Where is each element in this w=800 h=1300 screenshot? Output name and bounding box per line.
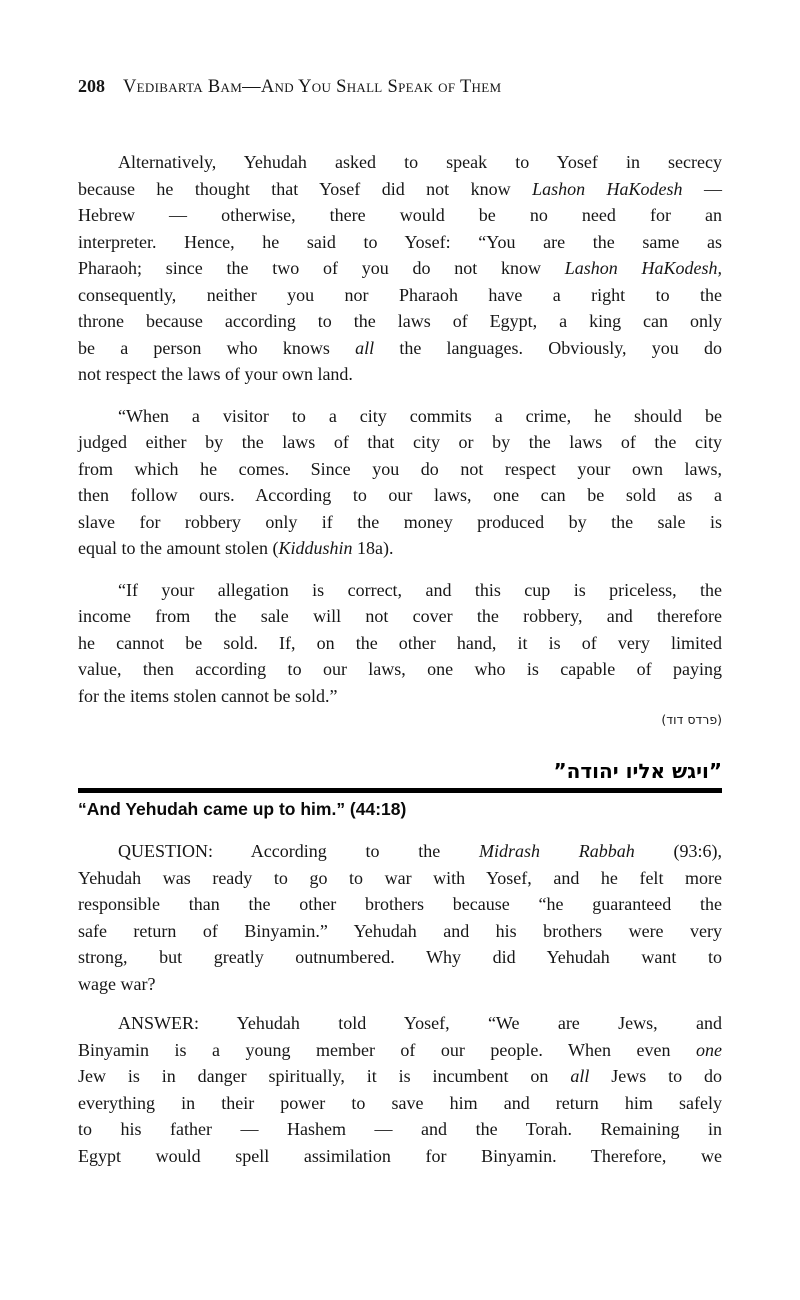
text-run: to his father — Hashem — and the Torah. Remaining in	[78, 1119, 722, 1139]
text-run: equal to the amount stolen (	[78, 538, 279, 558]
verse-translation: “And Yehudah came up to him.” (44:18)	[78, 799, 407, 819]
text-line	[78, 308, 722, 335]
text-run: Hebrew — otherwise, there would be no need for an	[78, 205, 722, 225]
text-line	[78, 683, 722, 710]
text-run: for the items stolen cannot be sold.”	[78, 685, 338, 706]
text-run: responsible than the other brothers because “he guaranteed the	[78, 894, 722, 914]
text-run: be a person who knows	[78, 337, 356, 358]
running-header	[78, 76, 722, 98]
text-line	[78, 282, 722, 309]
text-line	[78, 918, 722, 945]
text-run: value, then according to our laws, one who is capable of paying	[78, 659, 722, 679]
text-line	[78, 1116, 722, 1143]
text-run: interpreter. Hence, he said to Yosef: “You are the same as	[78, 231, 722, 252]
text-line	[78, 838, 722, 865]
divider-rule	[78, 788, 722, 793]
text-run: consequently, neither you nor Pharaoh have a right to the	[78, 284, 722, 305]
italic-text-run: Kiddushin	[278, 538, 353, 558]
text-run: Jew is in danger spiritually, it is incumbent on	[78, 1066, 571, 1086]
italic-text-run: all	[570, 1066, 590, 1086]
page-body	[78, 149, 722, 1169]
text-line	[78, 1090, 722, 1117]
text-line	[78, 429, 722, 456]
text-line	[78, 1037, 722, 1064]
text-run: ANSWER: Yehudah told Yosef, “We are Jews, and	[118, 1013, 722, 1033]
text-run: QUESTION: According to the	[118, 841, 479, 861]
paragraph	[78, 838, 722, 997]
source-citation: (פרדס דוד)	[661, 712, 722, 727]
text-line	[78, 1063, 722, 1090]
text-line	[78, 944, 722, 971]
text-line	[78, 865, 722, 892]
hebrew-verse-heading: ”ויגש אליו יהודה”	[553, 759, 722, 783]
paragraph	[78, 149, 722, 388]
text-line	[78, 202, 722, 229]
text-run: Jews to do	[589, 1066, 722, 1086]
text-line	[78, 229, 722, 256]
text-line	[78, 509, 722, 536]
text-line	[78, 630, 722, 657]
italic-text-run: one	[696, 1039, 722, 1060]
text-run: income from the sale will not cover the robbery, and therefore	[78, 606, 722, 626]
paragraph	[78, 403, 722, 562]
text-run: because he thought that Yosef did not know	[78, 178, 533, 199]
text-run: “If your allegation is correct, and this cup is priceless, the	[118, 579, 722, 600]
commentary-paragraphs	[78, 149, 722, 709]
commentary-section	[78, 149, 722, 729]
text-run: Binyamin is a young member of our people. When even	[78, 1039, 696, 1060]
text-run: wage war?	[78, 973, 156, 994]
text-line	[78, 149, 722, 176]
text-line	[78, 456, 722, 483]
text-line	[78, 1010, 722, 1037]
text-run: throne because according to the laws of Egypt, a king can only	[78, 311, 722, 331]
text-run: strong, but greatly outnumbered. Why did Yehudah want to	[78, 947, 722, 967]
text-run: (93:6),	[634, 841, 722, 861]
text-line	[78, 577, 722, 604]
text-run: everything in their power to save him and return him safely	[78, 1092, 722, 1113]
italic-text-run: Midrash Rabbah	[478, 841, 635, 861]
verse-section	[78, 758, 722, 1169]
text-line	[78, 891, 722, 918]
text-run: not respect the laws of your own land.	[78, 364, 353, 384]
text-run: Egypt would spell assimilation for Binyamin. Therefore, we	[78, 1145, 722, 1166]
text-run: slave for robbery only if the money produced by the sale is	[78, 511, 722, 532]
paragraph	[78, 577, 722, 710]
text-run: “When a visitor to a city commits a crime, he should be	[118, 405, 722, 426]
text-line	[78, 482, 722, 509]
page-number: 208	[78, 76, 105, 96]
text-run: judged either by the laws of that city or by the laws of the city	[78, 432, 722, 452]
text-run: —	[682, 178, 722, 199]
italic-text-run: Lashon HaKodesh	[532, 178, 683, 199]
book-title: Vedibarta Bam—And You Shall Speak of Them	[123, 77, 502, 97]
text-line	[78, 361, 722, 388]
text-line	[78, 1143, 722, 1170]
text-run: from which he comes. Since you do not respect your own laws,	[78, 458, 722, 479]
text-run: then follow ours. According to our laws, one can be sold as a	[78, 485, 722, 505]
italic-text-run: all	[355, 337, 375, 358]
text-line	[78, 656, 722, 683]
question-answer-paragraphs	[78, 838, 722, 1169]
text-run: he cannot be sold. If, on the other hand, it is of very limited	[78, 632, 722, 653]
text-line	[78, 535, 722, 562]
text-run: Alternatively, Yehudah asked to speak to Yosef in secrecy	[118, 152, 722, 172]
text-run: safe return of Binyamin.” Yehudah and his brothers were very	[78, 920, 722, 941]
text-line	[78, 176, 722, 203]
text-run: 18a).	[352, 538, 394, 558]
text-line	[78, 335, 722, 362]
text-line	[78, 403, 722, 430]
paragraph	[78, 1010, 722, 1169]
text-run: Yehudah was ready to go to war with Yosef, and he felt more	[78, 867, 722, 888]
italic-text-run: Lashon HaKodesh,	[564, 258, 723, 278]
text-run: Pharaoh; since the two of you do not know	[78, 258, 565, 278]
text-line	[78, 603, 722, 630]
text-run: the languages. Obviously, you do	[374, 337, 722, 358]
text-line	[78, 971, 722, 998]
text-line	[78, 255, 722, 282]
